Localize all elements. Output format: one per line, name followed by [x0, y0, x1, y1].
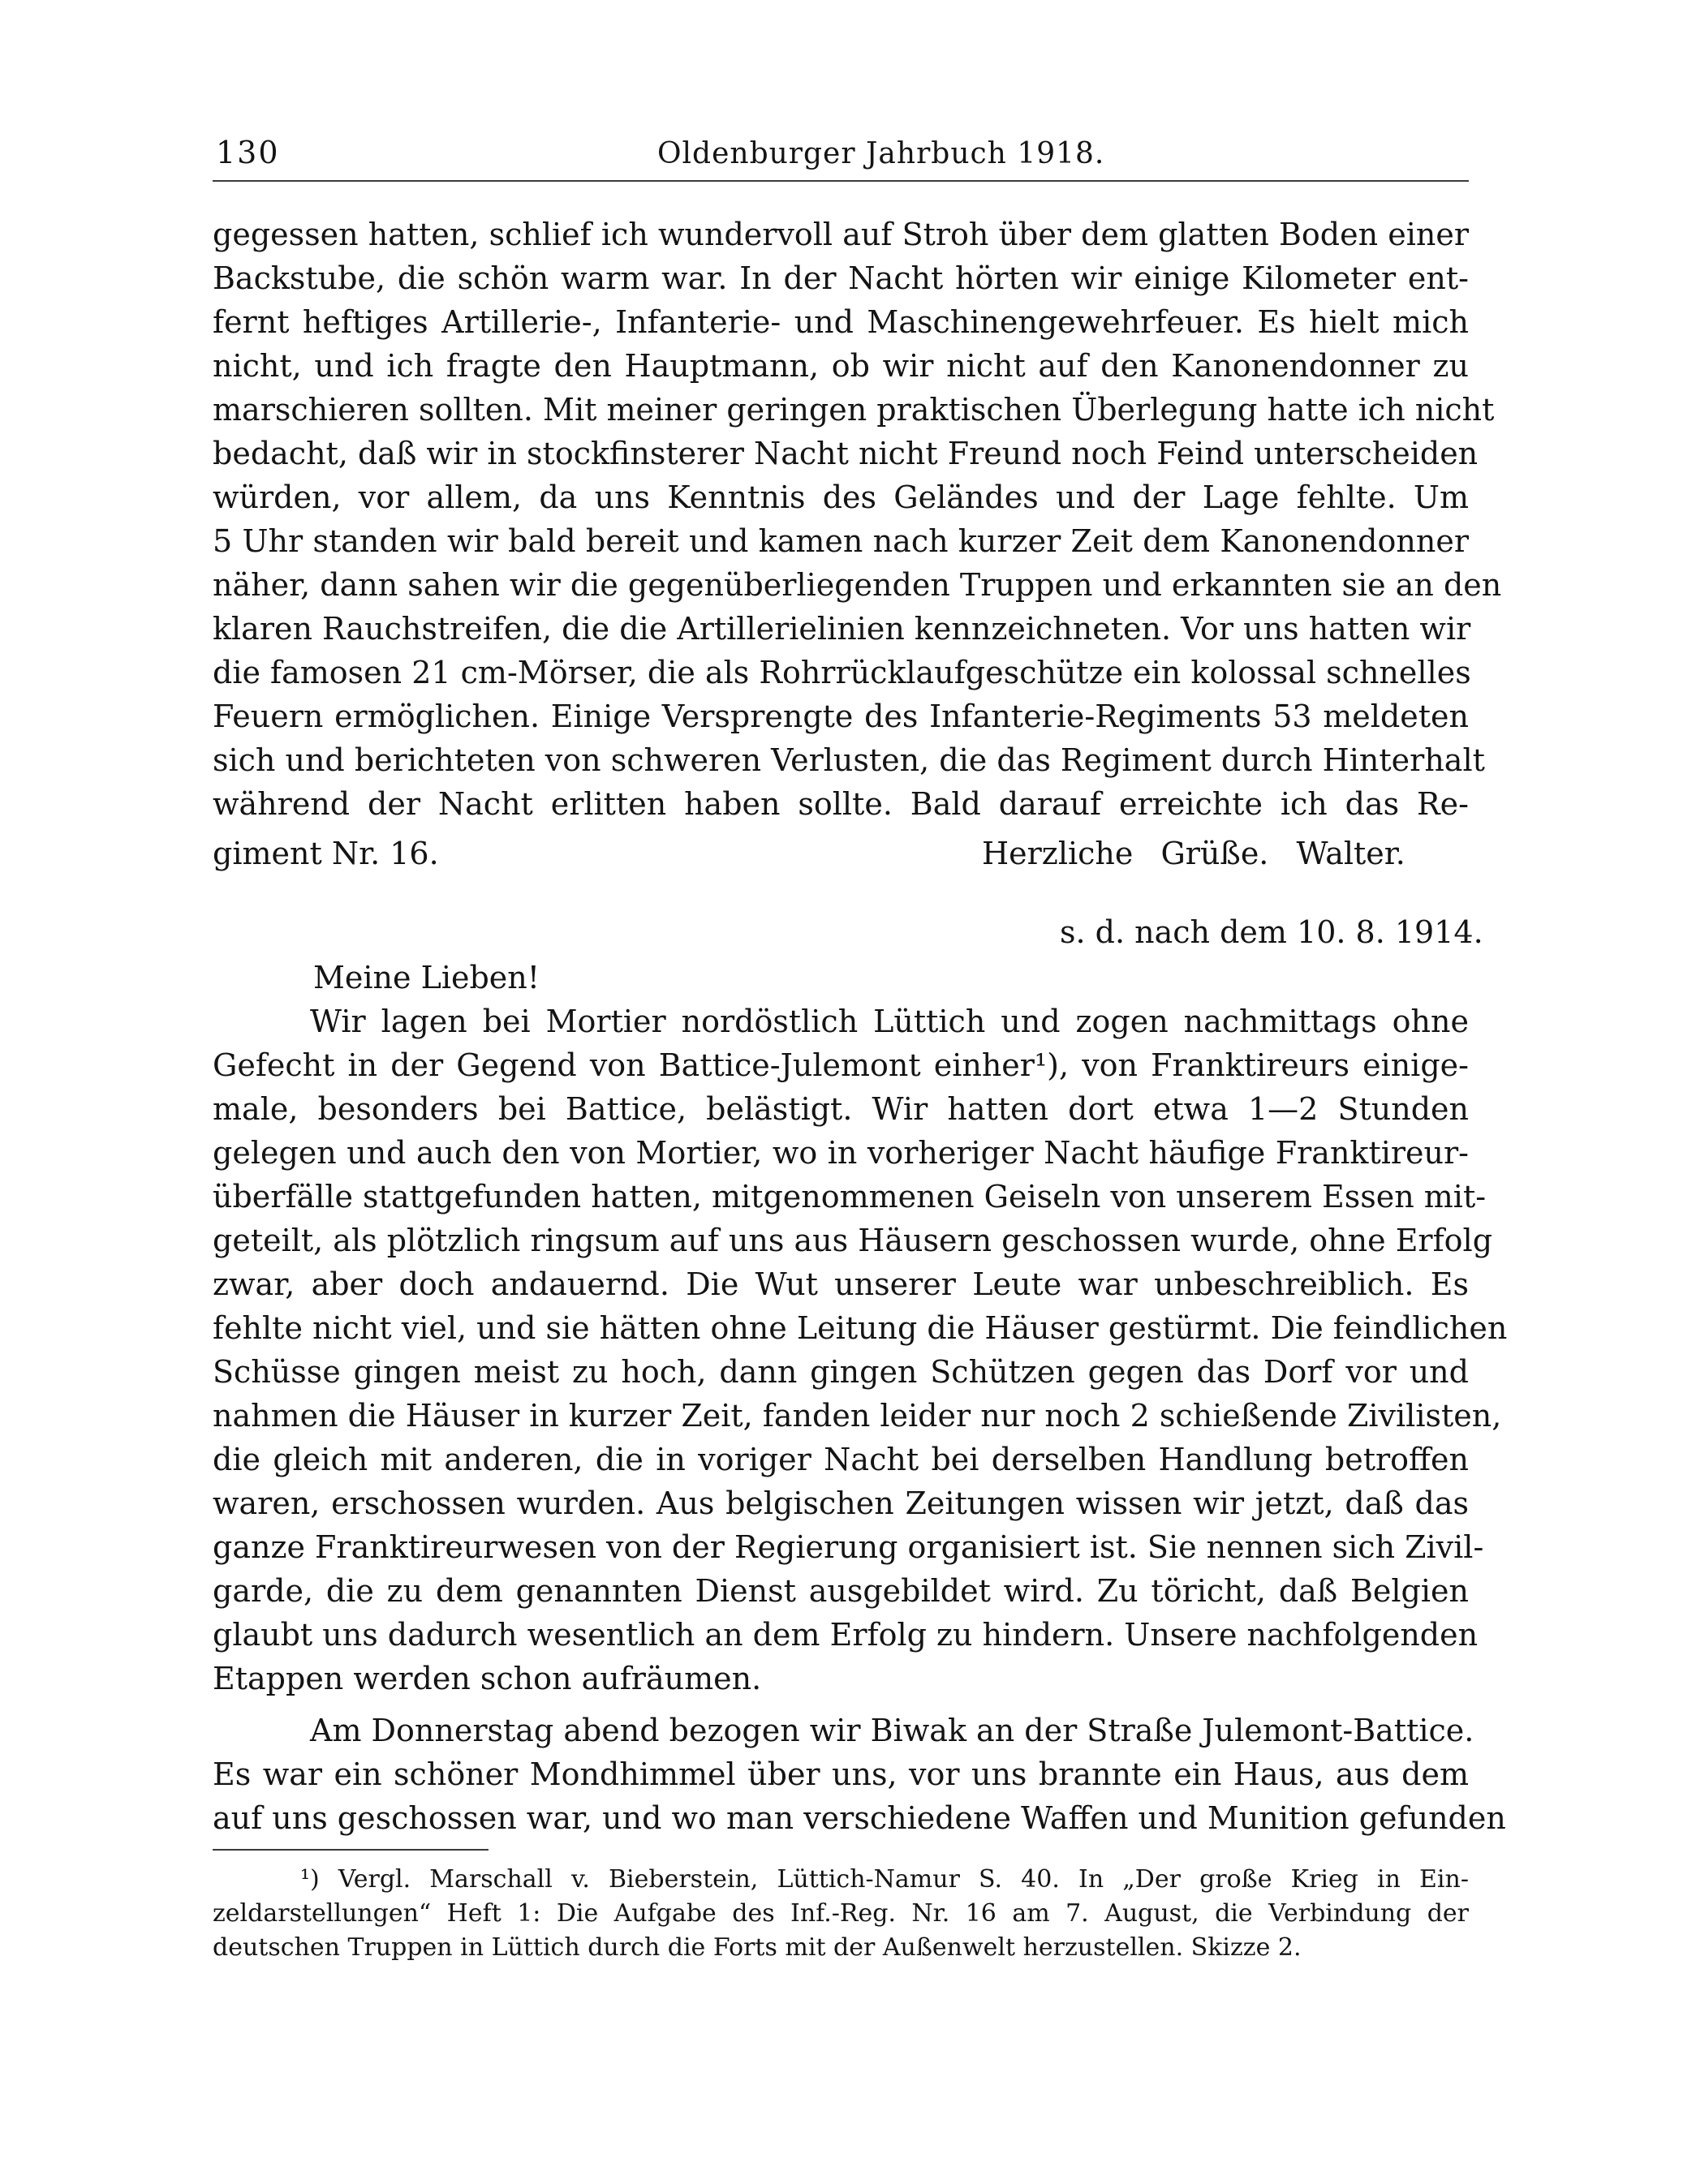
- text-line: die famosen 21 cm-Mörser, die als Rohrrücklaufgeschütze ein kolossal schnelles: [213, 655, 1471, 690]
- text-line: gegessen hatten, schlief ich wundervoll auf Stroh über dem glatten Boden einer: [213, 217, 1469, 252]
- text-line: ganze Franktireurwesen von der Regierung organisiert ist. Sie nennen sich Zivil-: [213, 1529, 1484, 1565]
- footnote-line: ¹) Vergl. Marschall v. Bieberstein, Lüttich-Namur S. 40. In „Der große Krieg in Ein-: [300, 1865, 1469, 1894]
- text-line: Schüsse gingen meist zu hoch, dann gingen Schützen gegen das Dorf vor und: [213, 1354, 1469, 1390]
- text-line: Gefecht in der Gegend von Battice-Julemont einher¹), von Franktireurs einige-: [213, 1047, 1469, 1083]
- text-line: glaubt uns dadurch wesentlich an dem Erfolg zu hindern. Unsere nachfolgenden: [213, 1617, 1479, 1653]
- text-line: waren, erschossen wurden. Aus belgischen Zeitungen wissen wir jetzt, daß das: [213, 1485, 1469, 1521]
- text-line: die gleich mit anderen, die in voriger Nacht bei derselben Handlung betroffen: [213, 1442, 1469, 1477]
- footnote-rule: [213, 1849, 489, 1851]
- text-line: Am Donnerstag abend bezogen wir Biwak an der Straße Julemont-Battice.: [310, 1713, 1474, 1748]
- paragraph-letter-1: [213, 213, 1502, 826]
- letter-dateline: s. d. nach dem 10. 8. 1914.: [1060, 914, 1483, 950]
- text-line: Etappen werden schon aufräumen.: [213, 1661, 762, 1696]
- text-line: fernt heftiges Artillerie-, Infanterie- und Maschinengewehrfeuer. Es hielt mich: [213, 304, 1469, 340]
- paragraph-letter-2: [213, 1000, 1508, 1700]
- page-number: 130: [216, 135, 280, 170]
- text-line: geteilt, als plötzlich ringsum auf uns aus Häusern geschossen wurde, ohne Erfolg: [213, 1223, 1493, 1258]
- footnote: [213, 1863, 1469, 1965]
- running-title: Oldenburger Jahrbuch 1918.: [657, 137, 1105, 170]
- text-line: Wir lagen bei Mortier nordöstlich Lüttich und zogen nachmittags ohne: [310, 1004, 1469, 1039]
- letter-salutation: Meine Lieben!: [313, 960, 540, 995]
- text-line: male, besonders bei Battice, belästigt. Wir hatten dort etwa 1—2 Stunden: [213, 1091, 1469, 1127]
- text-line: nicht, und ich fragte den Hauptmann, ob wir nicht auf den Kanonendonner zu: [213, 348, 1469, 384]
- text-line: Feuern ermöglichen. Einige Versprengte des Infanterie-Regiments 53 meldeten: [213, 699, 1469, 734]
- text-line: würden, vor allem, da uns Kenntnis des Geländes und der Lage fehlte. Um: [213, 479, 1469, 515]
- text-line: garde, die zu dem genannten Dienst ausgebildet wird. Zu töricht, daß Belgien: [213, 1573, 1469, 1609]
- letter-signature: Herzliche Grüße. Walter.: [982, 836, 1405, 871]
- text-line: Es war ein schöner Mondhimmel über uns, vor uns brannte ein Haus, aus dem: [213, 1756, 1469, 1792]
- page-header: [213, 130, 1469, 178]
- text-line: marschieren sollten. Mit meiner geringen praktischen Überlegung hatte ich nicht: [213, 392, 1495, 428]
- text-line: klaren Rauchstreifen, die die Artillerielinien kennzeichneten. Vor uns hatten wir: [213, 611, 1471, 647]
- text-line: auf uns geschossen war, und wo man verschiedene Waffen und Munition gefunden: [213, 1800, 1506, 1836]
- text-line: näher, dann sahen wir die gegenüberliegenden Truppen und erkannten sie an den: [213, 567, 1502, 603]
- text-line: während der Nacht erlitten haben sollte. Bald darauf erreichte ich das Re-: [213, 786, 1469, 822]
- footnote-line: deutschen Truppen in Lüttich durch die Forts mit der Außenwelt herzustellen. Skizze 2.: [213, 1933, 1302, 1962]
- text-line: zwar, aber doch andauernd. Die Wut unserer Leute war unbeschreiblich. Es: [213, 1266, 1469, 1302]
- text-line: sich und berichteten von schweren Verlusten, die das Regiment durch Hinterhalt: [213, 742, 1485, 778]
- text-line: nahmen die Häuser in kurzer Zeit, fanden leider nur noch 2 schießende Zivilisten,: [213, 1398, 1502, 1434]
- footnote-line: zeldarstellungen“ Heft 1: Die Aufgabe des Inf.-Reg. Nr. 16 am 7. August, die Verbindung der: [213, 1899, 1469, 1928]
- text-line: 5 Uhr standen wir bald bereit und kamen nach kurzer Zeit dem Kanonendonner: [213, 523, 1469, 559]
- text-line: fehlte nicht viel, und sie hätten ohne Leitung die Häuser gestürmt. Die feindlichen: [213, 1310, 1508, 1346]
- text-line: überfälle stattgefunden hatten, mitgenommenen Geiseln von unserem Essen mit-: [213, 1179, 1487, 1215]
- text-line: giment Nr. 16.: [213, 836, 439, 871]
- letter-closing-row: [213, 832, 1469, 875]
- paragraph-3: [213, 1709, 1506, 1840]
- text-line: gelegen und auch den von Mortier, wo in vorheriger Nacht häufige Franktireur-: [213, 1135, 1469, 1171]
- text-line: bedacht, daß wir in stockfinsterer Nacht nicht Freund noch Feind unterscheiden: [213, 436, 1479, 471]
- header-rule: [213, 180, 1469, 182]
- text-line: Backstube, die schön warm war. In der Nacht hörten wir einige Kilometer ent-: [213, 260, 1469, 296]
